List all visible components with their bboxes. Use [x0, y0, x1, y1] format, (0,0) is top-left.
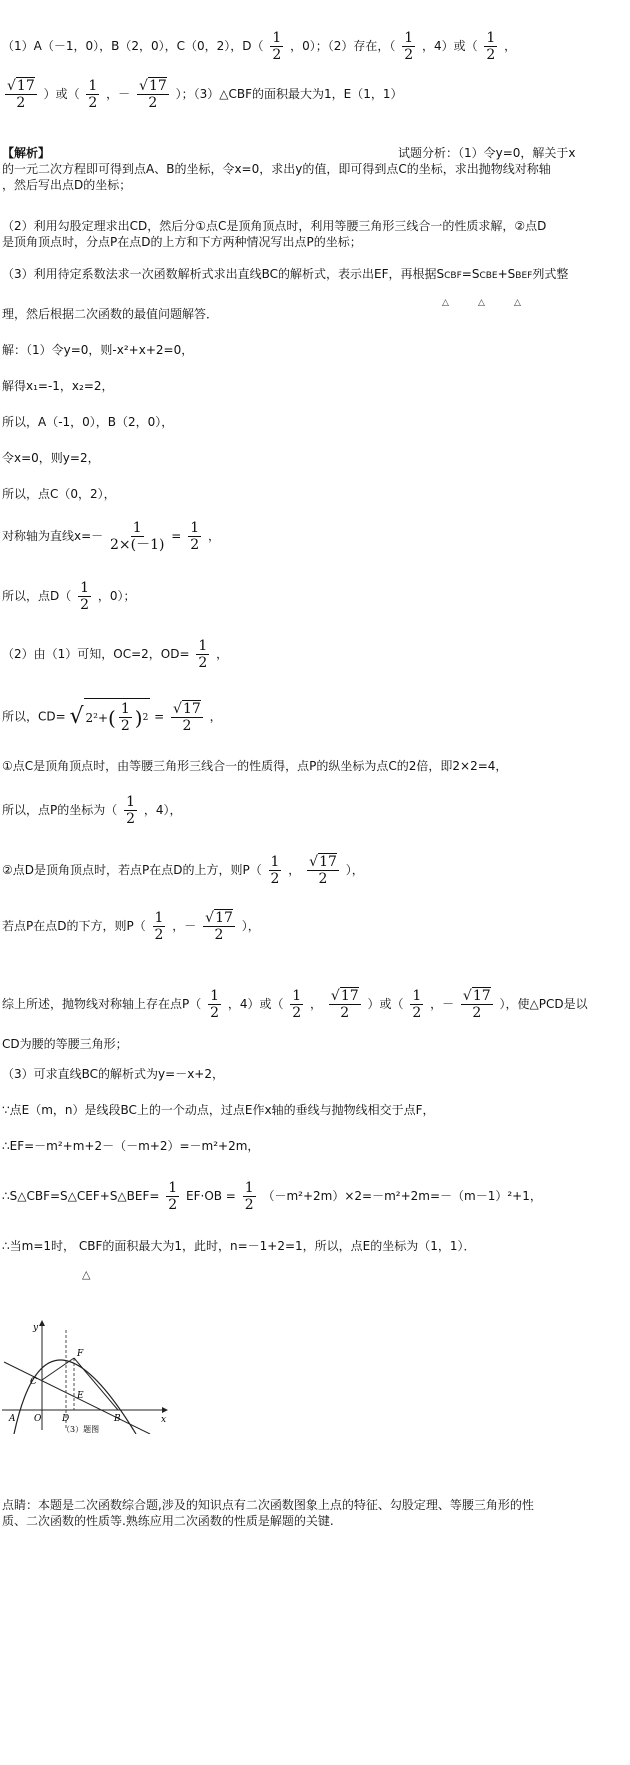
text: 列式整: [532, 267, 569, 281]
answer-text: ，4）或（: [421, 39, 478, 53]
analysis-header: 【解析】: [2, 146, 51, 160]
text: ②点D是顶角顶点时，若点P在点D的上方，则P（: [2, 863, 262, 877]
analysis-p2-line1: （2）利用勾股定理求出CD，然后分①点C是顶角顶点时，利用等腰三角形三线合一的性质求解，②点D: [2, 219, 547, 233]
denominator: 2: [272, 47, 282, 63]
text: ，: [310, 997, 323, 1011]
fraction-half: [86, 78, 99, 111]
text: ，－: [172, 919, 197, 933]
text: =S: [461, 267, 480, 281]
y-axis-label: y: [33, 1323, 39, 1333]
comment-line-2: 质、二次函数的性质等.熟练应用二次函数的性质是解题的关键.: [2, 1514, 334, 1528]
analysis-p2-line2: 是顶角顶点时，分点P在点D的上方和下方两种情况写出点P的坐标；: [2, 235, 362, 249]
solution-step-7: [2, 580, 135, 613]
denominator: 2: [80, 597, 89, 613]
numerator: √17: [309, 854, 337, 870]
point-b-label: B: [114, 1414, 121, 1424]
y-axis-arrow-icon: [39, 1320, 45, 1326]
numerator: 1: [412, 988, 422, 1004]
numerator: √17: [205, 910, 233, 926]
denominator: 2: [190, 537, 200, 553]
denominator: 2: [292, 1005, 302, 1021]
fraction-half: [484, 30, 497, 63]
analysis-p3-line1: [2, 266, 568, 284]
text: ∴S△CBF=S△CEF+S△BEF=: [2, 1189, 160, 1203]
numerator: 1: [190, 520, 200, 536]
denominator: 2×(－1): [110, 537, 165, 553]
text: 综上所述，抛物线对称轴上存在点P（: [2, 997, 202, 1011]
numerator: √17: [173, 700, 201, 717]
text: ，: [288, 863, 301, 877]
solution-step-2: 解得x₁=-1，x₂=2，: [2, 379, 114, 393]
denominator: 2: [486, 47, 496, 63]
numerator: 1: [168, 1180, 178, 1196]
numerator: √17: [330, 988, 359, 1004]
text: ），: [241, 919, 260, 933]
fraction-sqrt17-over-2: [329, 988, 361, 1021]
subscript: CBE: [479, 271, 498, 281]
denominator: 2: [154, 927, 164, 943]
fraction-half: [402, 30, 415, 63]
triangle-mark: △: [442, 298, 449, 308]
fraction-half: [410, 988, 423, 1021]
point-f-label: F: [77, 1349, 84, 1359]
answer-text: ）或（: [43, 87, 80, 101]
numerator: 1: [244, 1180, 254, 1196]
text: 所以，点D（: [2, 589, 72, 603]
fraction-half: [243, 1180, 256, 1213]
denominator: 2: [270, 871, 280, 887]
text: 对称轴为直线x=－: [2, 529, 104, 543]
fraction-half: [124, 794, 137, 827]
fraction-sqrt17-over-2: [203, 910, 235, 943]
fraction-half: [78, 580, 91, 613]
analysis-intro-right: 试题分析：（1）令y=0，解关于x: [398, 146, 576, 160]
numerator: √17: [462, 988, 491, 1004]
fraction-half: [208, 988, 221, 1021]
analysis-intro-line2: 的一元二次方程即可得到点A、B的坐标，令x=0，求出y的值，即可得到点C的坐标，求出抛物线对称轴: [2, 162, 551, 176]
denominator: 2: [318, 871, 328, 887]
fraction-half: [119, 701, 132, 734]
radicand: 17: [215, 910, 233, 926]
fraction-half: [196, 638, 209, 671]
solution-step-20: ∴当m=1时， CBF的面积最大为1，此时，n=－1+2=1，所以，点E的坐标为（1，1）．: [2, 1239, 476, 1253]
numerator: 1: [80, 580, 89, 596]
denominator: 2: [244, 1197, 254, 1213]
fraction-half: [269, 854, 282, 887]
comment-line-1: 点睛：本题是二次函数综合题,涉及的知识点有二次函数图象上点的特征、勾股定理、等腰三角形的性: [2, 1498, 534, 1512]
solution-step-19: [2, 1180, 542, 1213]
text: ），: [345, 863, 364, 877]
denominator: 2: [148, 95, 158, 111]
point-c-label: C: [30, 1377, 37, 1387]
radicand: 17: [16, 78, 35, 94]
denominator: 2: [198, 655, 208, 671]
text: 所以，CD=: [2, 709, 66, 724]
parabola-figure: [0, 1318, 170, 1434]
solution-step-18: ∴EF=－m²+m+2－（－m+2）=－m²+2m，: [2, 1139, 260, 1153]
numerator: 1: [486, 30, 496, 46]
numerator: 1: [210, 988, 219, 1004]
solution-step-17: ∵点E（m，n）是线段BC上的一个动点，过点E作x轴的垂线与抛物线相交于点F，: [2, 1103, 435, 1117]
fraction-sqrt17-over-2: [5, 78, 37, 111]
numerator: 1: [154, 910, 164, 926]
numerator: 1: [270, 854, 280, 870]
text: EF·OB =: [186, 1189, 236, 1203]
solution-step-6: 对称轴为直线x=－ $\frac{1}{2\times(-1)}$ = $\frac{1}{2}$ ，: [2, 520, 220, 553]
radicand: 17: [182, 700, 201, 717]
solution-step-5: 所以，点C（0，2），: [2, 487, 116, 501]
numerator: 1: [292, 988, 302, 1004]
point-a-label: A: [9, 1414, 16, 1424]
subscript: CBF: [444, 271, 462, 281]
text: ，－: [430, 997, 455, 1011]
fraction-half: [166, 1180, 179, 1213]
text: （－m²+2m）×2=－m²+2m=－（m－1）²+1，: [262, 1189, 542, 1203]
solution-step-4: 令x=0，则y=2，: [2, 451, 100, 465]
answer-text: ，: [504, 39, 517, 53]
numerator: √17: [7, 78, 35, 94]
solution-step-15: CD为腰的等腰三角形；: [2, 1037, 128, 1051]
solution-step-10: ①点C是顶角顶点时，由等腰三角形三线合一的性质得，点P的纵坐标为点C的2倍，即2×2=4，: [2, 759, 508, 773]
x-axis-arrow-icon: [162, 1407, 168, 1413]
radicand: 17: [472, 988, 491, 1004]
denominator: 2: [168, 1197, 178, 1213]
radicand: 17: [148, 78, 167, 94]
denominator: 2: [120, 718, 130, 734]
text: =: [171, 529, 182, 543]
fraction-sqrt17-over-2: [137, 78, 169, 111]
text: 所以，点P的坐标为（: [2, 803, 118, 817]
text: +S: [497, 267, 516, 281]
point-d-label: D: [62, 1414, 70, 1424]
text: （3）利用待定系数法求一次函数解析式求出直线BC的解析式，表示出EF，再根据S: [2, 267, 445, 281]
triangle-mark: △: [514, 298, 521, 308]
triangle-mark: △: [82, 1268, 91, 1281]
fraction-sqrt17-over-2: [171, 701, 203, 734]
solution-step-9: 所以，CD= √ 2²+ ( $\frac{1}{2}$ ) 2 = $\frac{√17}{2}$ ，: [2, 698, 222, 736]
answer-text: （1）A（－1，0），B（2，0），C（0，2），D（: [2, 39, 264, 53]
text: ），使△PCD是以: [499, 997, 588, 1011]
fraction-half: [270, 30, 283, 63]
numerator: √17: [139, 78, 167, 94]
solution-step-13: [2, 910, 260, 943]
fraction-sqrt17-over-2: [307, 854, 339, 887]
fraction-half: [188, 520, 201, 553]
radicand: 17: [319, 854, 337, 870]
numerator: 1: [272, 30, 282, 46]
numerator: 1: [198, 638, 208, 654]
radicand: 2²+: [85, 710, 109, 725]
fraction-half: [290, 988, 303, 1021]
fraction-sqrt17-over-2: [461, 988, 493, 1021]
solution-step-1: 解：（1）令y=0，则-x²+x+2=0，: [2, 343, 194, 357]
answer-text: ，－: [106, 87, 131, 101]
answer-line-2: [2, 78, 402, 111]
solution-step-3: 所以，A（-1，0），B（2，0），: [2, 415, 174, 429]
fraction-half: [153, 910, 166, 943]
numerator: 1: [120, 701, 130, 717]
text: ，: [216, 647, 229, 661]
point-e-label: E: [77, 1391, 84, 1401]
denominator: 2: [412, 1005, 422, 1021]
denominator: 2: [404, 47, 414, 63]
numerator: 1: [126, 794, 135, 810]
denominator: 2: [126, 811, 135, 827]
figure-caption: （3）题图: [62, 1425, 100, 1434]
analysis-p3-line2: 理，然后根据二次函数的最值问题解答．: [2, 307, 219, 321]
numerator: 1: [132, 520, 142, 536]
triangle-mark: △: [478, 298, 485, 308]
numerator: 1: [404, 30, 414, 46]
answer-text: ）；（3）△CBF的面积最大为1，E（1，1）: [175, 87, 403, 101]
radicand: 17: [340, 988, 359, 1004]
segment-fb: [74, 1358, 118, 1410]
text: ，4），: [143, 803, 182, 817]
solution-step-14: [2, 988, 588, 1021]
text: ，0）；: [97, 589, 136, 603]
analysis-intro-line3: ，然后写出点D的坐标；: [2, 178, 132, 192]
denominator: 2: [214, 927, 224, 943]
segment-cf: [42, 1358, 74, 1380]
subscript: BEF: [515, 271, 533, 281]
text: 若点P在点D的下方，则P（: [2, 919, 146, 933]
denominator: 2: [472, 1005, 482, 1021]
solution-step-11: [2, 794, 181, 827]
denominator: 2: [210, 1005, 219, 1021]
origin-label: O: [34, 1414, 42, 1424]
denominator: 2: [16, 95, 26, 111]
x-axis-label: x: [161, 1415, 167, 1425]
text: =: [154, 709, 165, 724]
text: ）或（: [367, 997, 404, 1011]
answer-text: ，0）；（2）存在，（: [290, 39, 396, 53]
denominator: 2: [88, 95, 98, 111]
denominator: 2: [182, 717, 192, 734]
fraction-axis: [110, 520, 164, 553]
solution-step-8: [2, 638, 228, 671]
solution-step-16: （3）可求直线BC的解析式为y=－x+2，: [2, 1067, 224, 1081]
text: （2）由（1）可知，OC=2，OD=: [2, 647, 190, 661]
answer-line-1: [2, 30, 516, 63]
solution-step-12: [2, 854, 364, 887]
denominator: 2: [340, 1005, 350, 1021]
text: ，4）或（: [227, 997, 284, 1011]
numerator: 1: [88, 78, 98, 94]
